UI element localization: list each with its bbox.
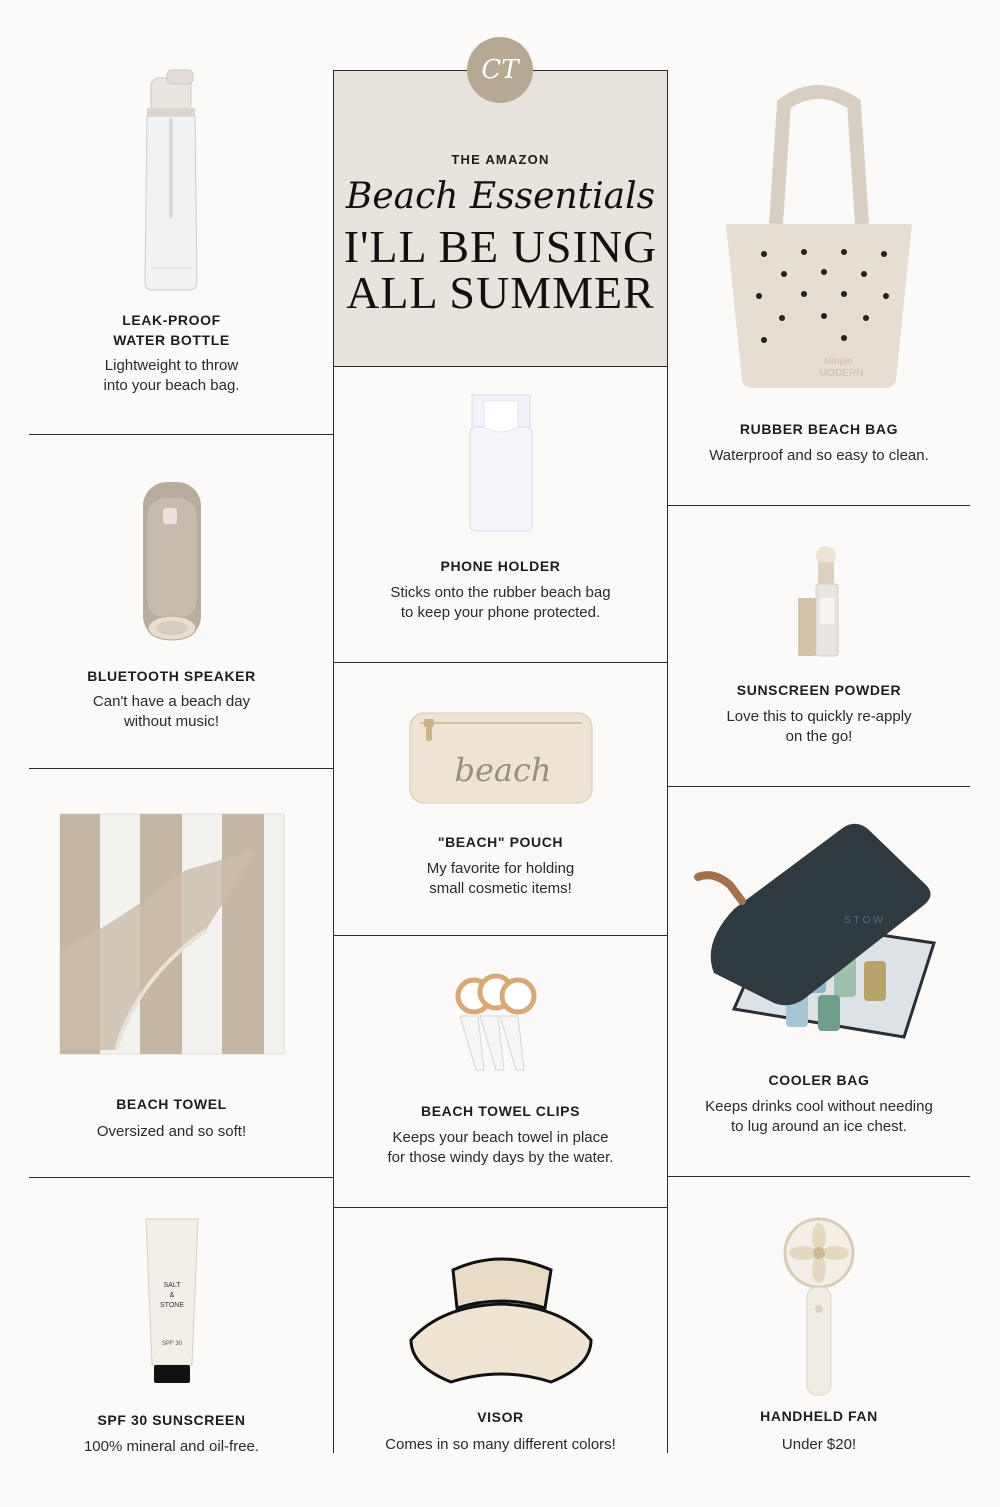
logo bbox=[467, 37, 533, 103]
product-name: VISOR bbox=[477, 1409, 524, 1425]
product-desc: small cosmetic items! bbox=[429, 880, 572, 897]
beach-bag-image bbox=[714, 84, 924, 394]
cooler-bag-image bbox=[694, 823, 944, 1059]
product-name: SPF 30 SUNSCREEN bbox=[97, 1412, 246, 1428]
bag-text: simple bbox=[824, 356, 853, 367]
phone-holder-image bbox=[466, 391, 536, 535]
product-sunscreen-powder[interactable] bbox=[668, 506, 970, 786]
bag-text: MODERN bbox=[819, 368, 864, 379]
product-rubber-beach-bag[interactable] bbox=[668, 60, 970, 505]
product-name: LEAK-PROOF bbox=[122, 312, 221, 328]
product-bluetooth-speaker[interactable] bbox=[29, 434, 314, 768]
product-desc: for those windy days by the water. bbox=[387, 1149, 614, 1166]
sunscreen-tube-image bbox=[142, 1217, 202, 1387]
product-desc: Keeps your beach towel in place bbox=[392, 1129, 609, 1146]
speaker-image bbox=[137, 478, 207, 648]
sunscreen-powder-image bbox=[784, 544, 854, 660]
product-desc: 100% mineral and oil-free. bbox=[83, 1438, 260, 1455]
header-kicker: THE AMAZON bbox=[451, 152, 550, 167]
tube-text: SPF 30 bbox=[161, 1341, 182, 1347]
product-desc: without music! bbox=[123, 713, 220, 730]
pouch-text: beach bbox=[453, 751, 552, 789]
product-beach-towel-clips[interactable] bbox=[334, 936, 667, 1207]
product-desc: Comes in so many different colors! bbox=[385, 1436, 616, 1453]
product-name: BLUETOOTH SPEAKER bbox=[87, 668, 256, 684]
product-name: COOLER BAG bbox=[768, 1072, 870, 1088]
product-name: PHONE HOLDER bbox=[440, 558, 561, 574]
tube-text: SALT bbox=[163, 1282, 180, 1289]
product-cooler-bag[interactable] bbox=[668, 787, 970, 1176]
towel-image bbox=[56, 810, 288, 1060]
water-bottle-image bbox=[137, 68, 207, 294]
clips-image bbox=[446, 966, 556, 1076]
product-name: BEACH TOWEL bbox=[116, 1096, 227, 1112]
product-beach-towel[interactable] bbox=[29, 768, 314, 1177]
product-desc: Love this to quickly re-apply bbox=[726, 708, 912, 725]
tube-text: & bbox=[169, 1292, 174, 1299]
product-name: WATER BOTTLE bbox=[113, 332, 230, 348]
product-name: BEACH TOWEL CLIPS bbox=[420, 1103, 581, 1119]
cooler-brand: STOW bbox=[844, 915, 886, 926]
product-desc: Lightweight to throw bbox=[104, 357, 239, 374]
product-desc: Can't have a beach day bbox=[92, 693, 251, 710]
product-name: RUBBER BEACH BAG bbox=[739, 421, 899, 437]
product-desc: My favorite for holding bbox=[426, 860, 575, 877]
header-panel bbox=[333, 70, 668, 367]
product-desc: into your beach bag. bbox=[103, 377, 240, 394]
pouch-image bbox=[406, 707, 596, 807]
header-script-title: Beach Essentials bbox=[345, 176, 656, 217]
product-desc: Under $20! bbox=[781, 1436, 857, 1453]
product-beach-pouch[interactable] bbox=[334, 663, 667, 935]
header-title-line2: ALL SUMMER bbox=[346, 267, 655, 318]
product-desc: Waterproof and so easy to clean. bbox=[709, 447, 929, 464]
tube-text: STONE bbox=[159, 1302, 184, 1309]
product-desc: Oversized and so soft! bbox=[96, 1123, 247, 1140]
logo-monogram: CT bbox=[481, 55, 519, 85]
product-desc: to lug around an ice chest. bbox=[731, 1118, 907, 1135]
product-spf-sunscreen[interactable] bbox=[29, 1177, 314, 1453]
handheld-fan-image bbox=[779, 1213, 859, 1397]
product-name: SUNSCREEN POWDER bbox=[736, 682, 902, 698]
product-handheld-fan[interactable] bbox=[668, 1177, 970, 1453]
product-desc: on the go! bbox=[785, 728, 853, 745]
product-desc: to keep your phone protected. bbox=[400, 604, 601, 621]
visor-image bbox=[401, 1242, 601, 1392]
product-desc: Sticks onto the rubber beach bag bbox=[390, 584, 611, 601]
product-name: "BEACH" POUCH bbox=[437, 834, 564, 850]
product-name: HANDHELD FAN bbox=[760, 1408, 878, 1424]
product-desc: Keeps drinks cool without needing bbox=[705, 1098, 933, 1115]
product-water-bottle[interactable] bbox=[29, 60, 314, 434]
product-visor[interactable] bbox=[334, 1208, 667, 1453]
header-title-line1: I'LL BE USING bbox=[343, 221, 658, 272]
product-phone-holder[interactable] bbox=[334, 367, 667, 662]
